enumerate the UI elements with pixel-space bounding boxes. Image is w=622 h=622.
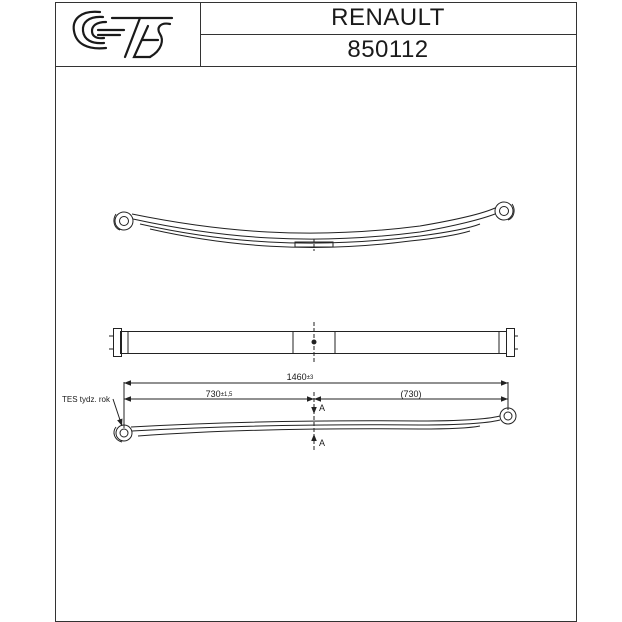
drawing-frame [55,2,577,622]
marking-label: TES tydz. rok [61,395,111,404]
spring-side-view [114,202,514,251]
tes-logo-icon [74,12,172,57]
section-label-bottom: A [319,438,326,448]
section-label-top: A [319,403,326,413]
half-length-label: 730±1,5 [205,389,233,399]
spring-top-view [109,322,518,362]
overall-length-label: 1460±3 [286,372,314,382]
ref-half-length-label: (730) [400,389,422,399]
spring-dimension-view [113,382,516,452]
part-number: 850112 [347,36,429,63]
brand-name: RENAULT [331,4,445,31]
